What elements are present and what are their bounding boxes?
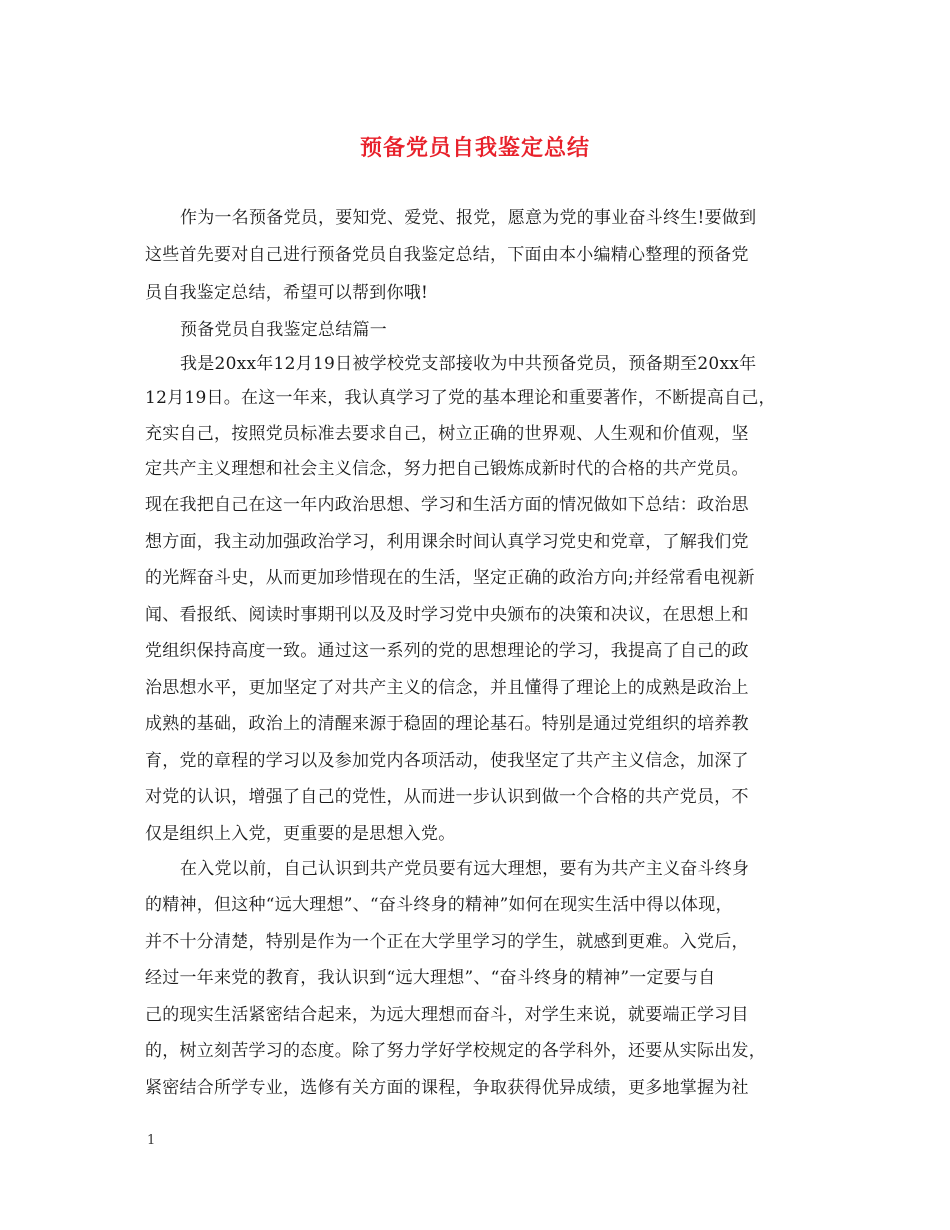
text-line: 育，党的章程的学习以及参加党内各项活动，使我坚定了共产主义信念，加深了 xyxy=(145,751,749,771)
page-title: 预备党员自我鉴定总结 xyxy=(359,135,590,161)
text-line: 在入党以前，自己认识到共产党员要有远大理想，要有为共产主义奋斗终身 xyxy=(180,859,750,879)
text-line: 这些首先要对自己进行预备党员自我鉴定总结，下面由本小编精心整理的预备党 xyxy=(145,245,749,265)
page-number: 1 xyxy=(147,1133,156,1148)
text-line: 经过一年来党的教育，我认识到“远大理想”、“奋斗终身的精神”一定要与自 xyxy=(145,968,716,988)
text-line: 的光辉奋斗史，从而更加珍惜现在的生活，坚定正确的政治方向;并经常看电视新 xyxy=(145,568,755,588)
text-line: 定共产主义理想和社会主义信念，努力把自己锻炼成新时代的合格的共产党员。 xyxy=(145,459,749,479)
text-line: 仅是组织上入党，更重要的是思想入党。 xyxy=(145,824,456,844)
text-line: 我是20xx年12月19日被学校党支部接收为中共预备党员，预备期至20xx年 xyxy=(180,354,757,374)
text-line: 并不十分清楚，特别是作为一个正在大学里学习的学生，就感到更难。入党后， xyxy=(145,932,749,952)
text-line: 作为一名预备党员，要知党、爱党、报党，愿意为党的事业奋斗终生!要做到 xyxy=(180,208,757,228)
text-line: 党组织保持高度一致。通过这一系列的党的思想理论的学习，我提高了自己的政 xyxy=(145,641,749,661)
text-line: 的精神，但这种“远大理想”、“奋斗终身的精神”如何在现实生活中得以体现， xyxy=(145,895,733,915)
text-line: 闻、看报纸、阅读时事期刊以及及时学习党中央颁布的决策和决议，在思想上和 xyxy=(145,605,749,625)
text-line: 现在我把自己在这一年内政治思想、学习和生活方面的情况做如下总结：政治思 xyxy=(145,495,749,515)
section-heading: 预备党员自我鉴定总结篇一 xyxy=(180,320,387,340)
text-line: 员自我鉴定总结，希望可以帮到你哦! xyxy=(145,283,429,303)
text-line: 紧密结合所学专业，选修有关方面的课程，争取获得优异成绩，更多地掌握为社 xyxy=(145,1078,749,1098)
text-line: 己的现实生活紧密结合起来，为远大理想而奋斗，对学生来说，就要端正学习目 xyxy=(145,1005,749,1025)
text-line: 的，树立刻苦学习的态度。除了努力学好学校规定的各学科外，还要从实际出发， xyxy=(145,1041,766,1061)
text-line: 12月19日。在这一年来，我认真学习了党的基本理论和重要著作，不断提高自己， xyxy=(145,388,776,408)
text-line: 对党的认识，增强了自己的党性，从而进一步认识到做一个合格的共产党员，不 xyxy=(145,787,749,807)
text-line: 想方面，我主动加强政治学习，利用课余时间认真学习党史和党章，了解我们党 xyxy=(145,532,749,552)
text-line: 充实自己，按照党员标准去要求自己，树立正确的世界观、人生观和价值观，坚 xyxy=(145,424,749,444)
text-line: 治思想水平，更加坚定了对共产主义的信念，并且懂得了理论上的成熟是政治上 xyxy=(145,678,749,698)
text-line: 成熟的基础，政治上的清醒来源于稳固的理论基石。特别是通过党组织的培养教 xyxy=(145,714,749,734)
